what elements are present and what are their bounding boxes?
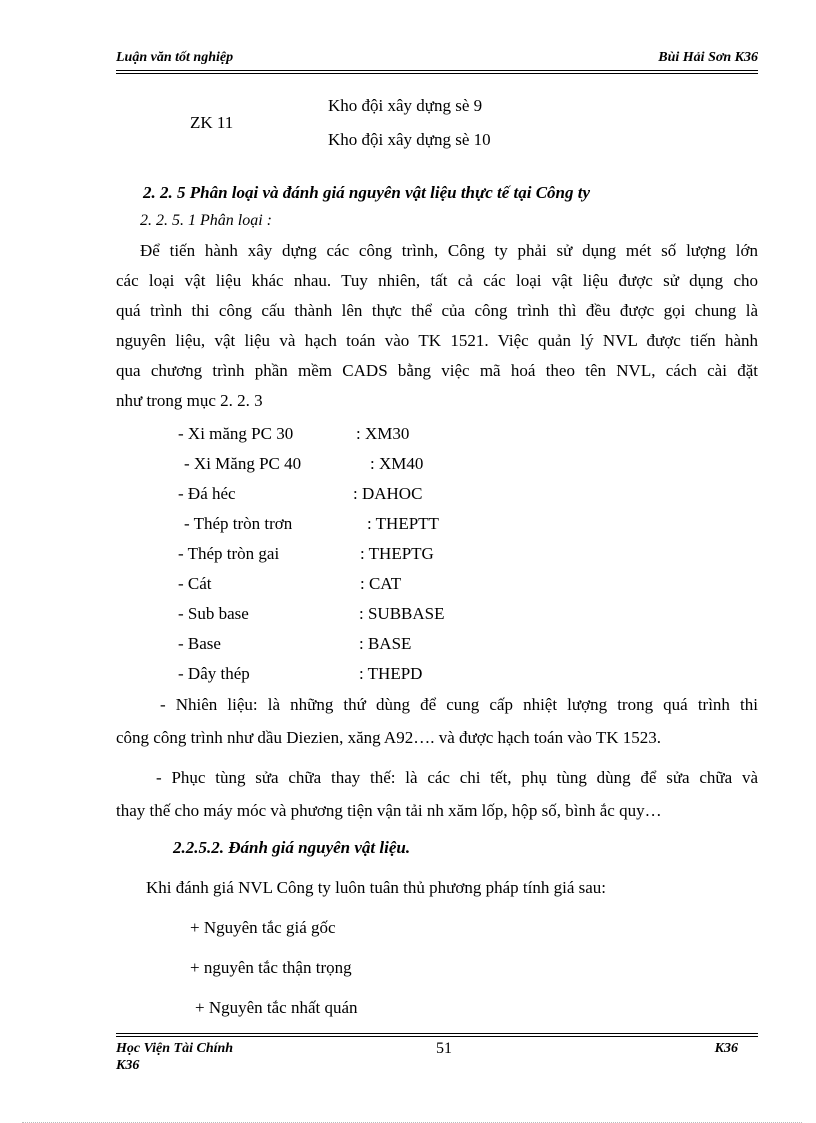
- paragraph-line: công công trình như dầu Diezien, xăng A92…. và được hạch toán vào TK 1523.: [116, 728, 662, 747]
- material-name: - Xi Măng PC 40: [184, 454, 302, 473]
- footer-left-line2: K36: [116, 1058, 140, 1073]
- section-title: 2. 2. 5 Phân loại và đánh giá nguyên vật liệu thực tế tại Công ty: [143, 183, 591, 202]
- paragraph-line: - Phục tùng sửa chữa thay thế: là các chi tết, phụ tùng dùng để sửa chữa và: [156, 768, 758, 787]
- material-name: - Thép tròn gai: [178, 544, 280, 563]
- material-name: - Cát: [178, 574, 212, 593]
- material-name: - Dây thép: [178, 664, 250, 683]
- material-name: - Đá héc: [178, 484, 236, 503]
- header-rule: [116, 70, 758, 71]
- material-name: - Thép tròn trơn: [184, 514, 293, 533]
- material-code: : XM40: [370, 454, 424, 473]
- material-name: - Base: [178, 634, 221, 653]
- table-code: ZK 11: [190, 113, 234, 132]
- material-code: : DAHOC: [353, 484, 423, 503]
- material-code: : THEPD: [359, 664, 423, 683]
- paragraph-line: qua chương trình phần mềm CADS bằng việc mã hoá theo tên NVL, cách cài đặt: [116, 361, 758, 380]
- material-code: : THEPTT: [367, 514, 439, 533]
- page-number: 51: [436, 1040, 452, 1057]
- paragraph-line: các loại vật liệu khác nhau. Tuy nhiên, tất cả các loại vật liệu được sử dụng cho: [116, 271, 758, 290]
- material-code: : SUBBASE: [359, 604, 445, 623]
- material-code: : XM30: [356, 424, 410, 443]
- paragraph-line: nguyên liệu, vật liệu và hạch toán vào TK 1521. Việc quản lý NVL được tiến hành: [116, 331, 758, 350]
- paragraph-line: Để tiến hành xây dựng các công trình, Công ty phải sử dụng mét số lượng lớn: [140, 241, 758, 260]
- subsection-title: 2. 2. 5. 1 Phân loại :: [140, 212, 272, 229]
- material-name: - Sub base: [178, 604, 249, 623]
- subsection-title: 2.2.5.2. Đánh giá nguyên vật liệu.: [173, 838, 411, 857]
- table-row: Kho đội xây dựng sè 10: [328, 130, 491, 149]
- material-name: - Xi măng PC 30: [178, 424, 294, 443]
- header-right: Bùi Hải Sơn K36: [658, 50, 758, 65]
- footer-right: K36: [714, 1041, 738, 1056]
- material-code: : THEPTG: [360, 544, 434, 563]
- table-row: Kho đội xây dựng sè 9: [328, 96, 483, 115]
- material-code: : CAT: [360, 574, 402, 593]
- footer-left: Học Viện Tài Chính: [116, 1041, 234, 1056]
- paragraph-line: thay thế cho máy móc và phương tiện vận tải nh xăm lốp, hộp số, bình ắc quy…: [116, 801, 662, 820]
- footer-rule-double: [116, 1036, 758, 1037]
- list-item: + Nguyên tắc nhất quán: [195, 998, 358, 1017]
- paragraph-line: quá trình thi công cấu thành lên thực thể của công trình thì đều được gọi chung là: [116, 301, 758, 320]
- material-code: : BASE: [359, 634, 412, 653]
- footer-rule: [116, 1033, 758, 1034]
- list-item: + Nguyên tắc giá gốc: [190, 918, 336, 937]
- header-rule-double: [116, 73, 758, 74]
- paragraph-line: như trong mục 2. 2. 3: [116, 391, 263, 410]
- paragraph-line: Khi đánh giá NVL Công ty luôn tuân thủ phương pháp tính giá sau:: [146, 878, 606, 897]
- header-left: Luận văn tốt nghiệp: [116, 50, 234, 65]
- list-item: + nguyên tắc thận trọng: [190, 958, 352, 977]
- paragraph-line: - Nhiên liệu: là những thứ dùng để cung cấp nhiệt lượng trong quá trình thi: [160, 695, 758, 714]
